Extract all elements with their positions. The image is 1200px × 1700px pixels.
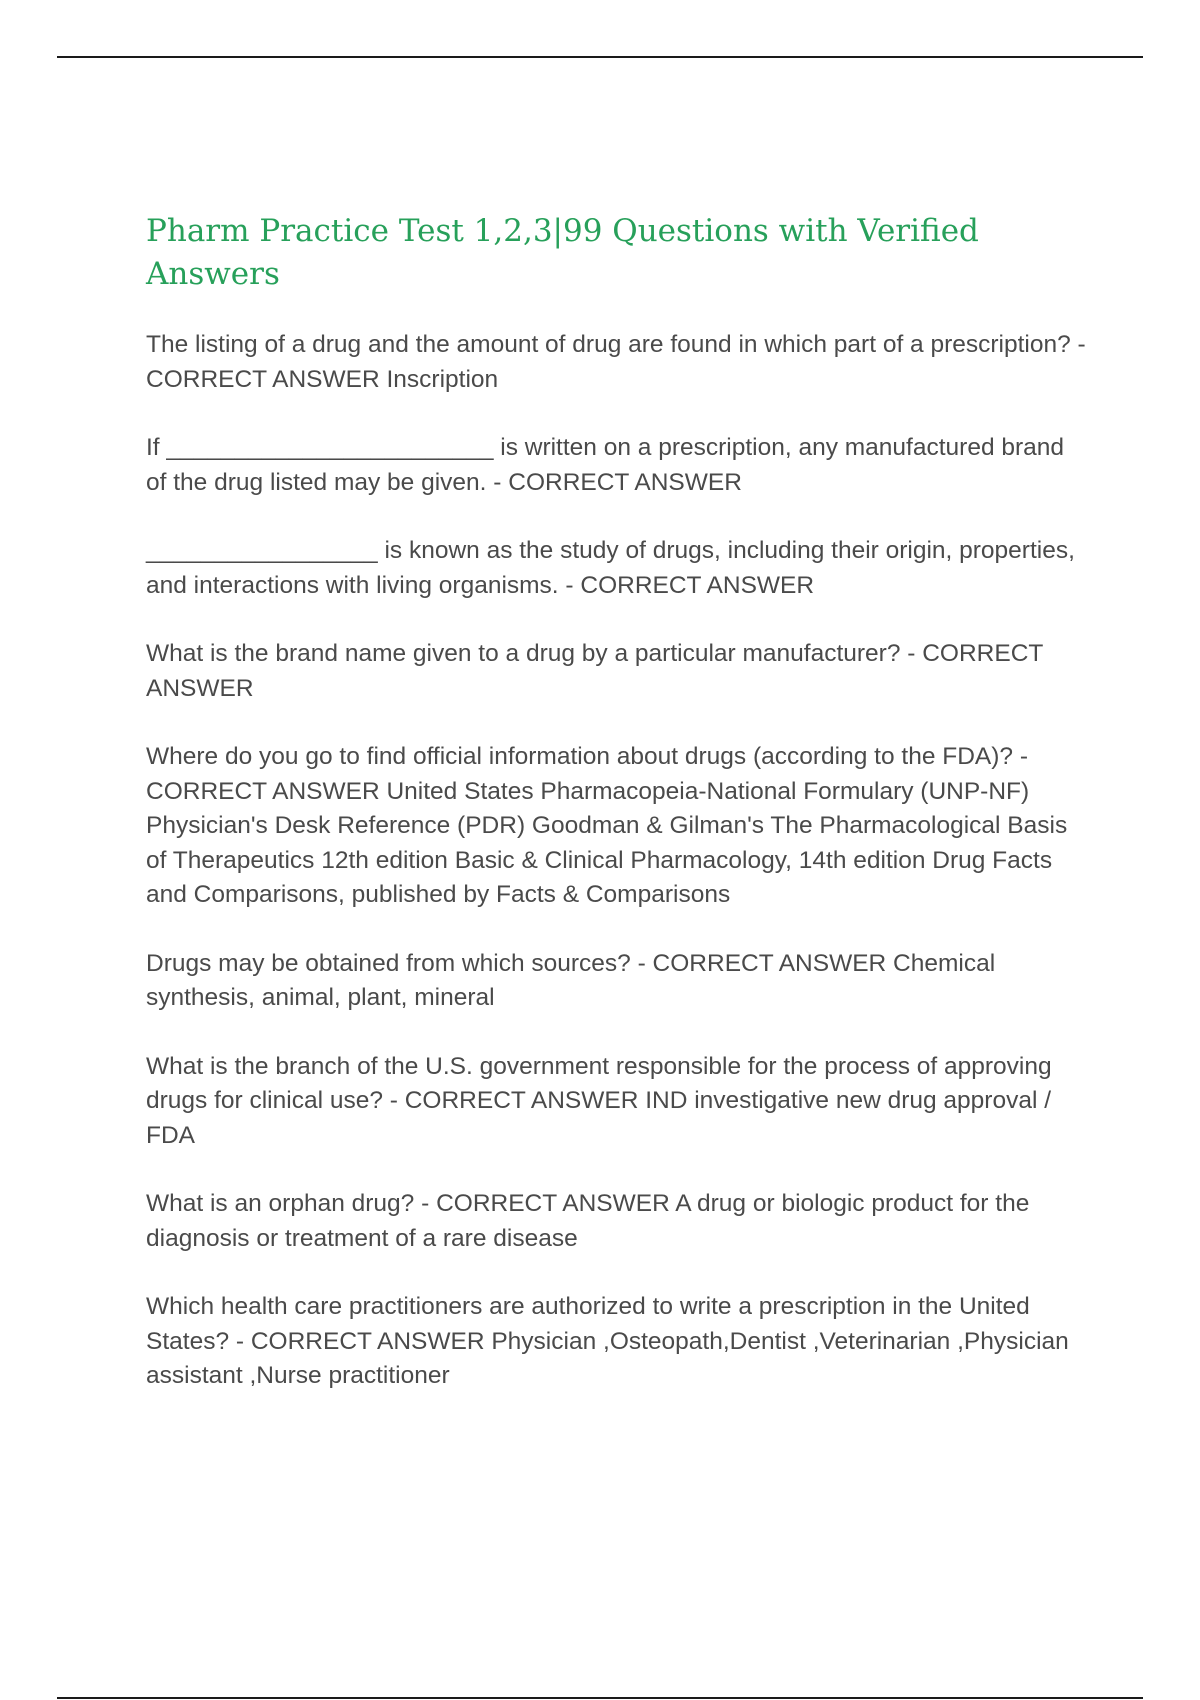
qa-item: What is the brand name given to a drug by a particular manufacturer? - CORRECT ANSWER bbox=[146, 640, 1043, 702]
qa-item: Drugs may be obtained from which sources? - CORRECT ANSWER Chemical synthesis, animal, plant, mineral bbox=[146, 949, 996, 1011]
qa-item: Which health care practitioners are authorized to write a prescription in the United States? - CORRECT ANSWER Physician ,Osteopath,Dentist ,Veterinarian ,Physician assistant ,Nurse practitioner bbox=[146, 1293, 1069, 1389]
document-body bbox=[146, 210, 1086, 1428]
qa-item: Where do you go to find official information about drugs (according to the FDA)? - CORRECT ANSWER United States Pharmacopeia-National Formulary (UNP-NF) Physician's Desk Reference (PDR) Goodman & Gilman's The Pharmacological Basis of Therapeutics 12th edition Basic & Clinical Pharmacology, 14th edition Drug Facts and Comparisons, published by Facts & Comparisons bbox=[146, 743, 1068, 908]
qa-item: What is the branch of the U.S. government responsible for the process of approving drugs for clinical use? - CORRECT ANSWER IND investigative new drug approval / FDA bbox=[146, 1052, 1052, 1149]
qa-item: What is an orphan drug? - CORRECT ANSWER A drug or biologic product for the diagnosis or treatment of a rare disease bbox=[146, 1190, 1030, 1252]
qa-item: If ________________________ is written on a prescription, any manufactured brand of the drug listed may be given. - CORRECT ANSWER bbox=[146, 434, 1065, 496]
document-title: Pharm Practice Test 1,2,3|99 Questions with Verified Answers bbox=[146, 213, 979, 292]
footer-rule bbox=[57, 1697, 1143, 1699]
qa-item: _________________ is known as the study of drugs, including their origin, properties, and interactions with living organisms. - CORRECT ANSWER bbox=[146, 537, 1075, 599]
qa-item: The listing of a drug and the amount of drug are found in which part of a prescription? - CORRECT ANSWER Inscription bbox=[146, 331, 1086, 393]
header-rule bbox=[57, 56, 1143, 58]
